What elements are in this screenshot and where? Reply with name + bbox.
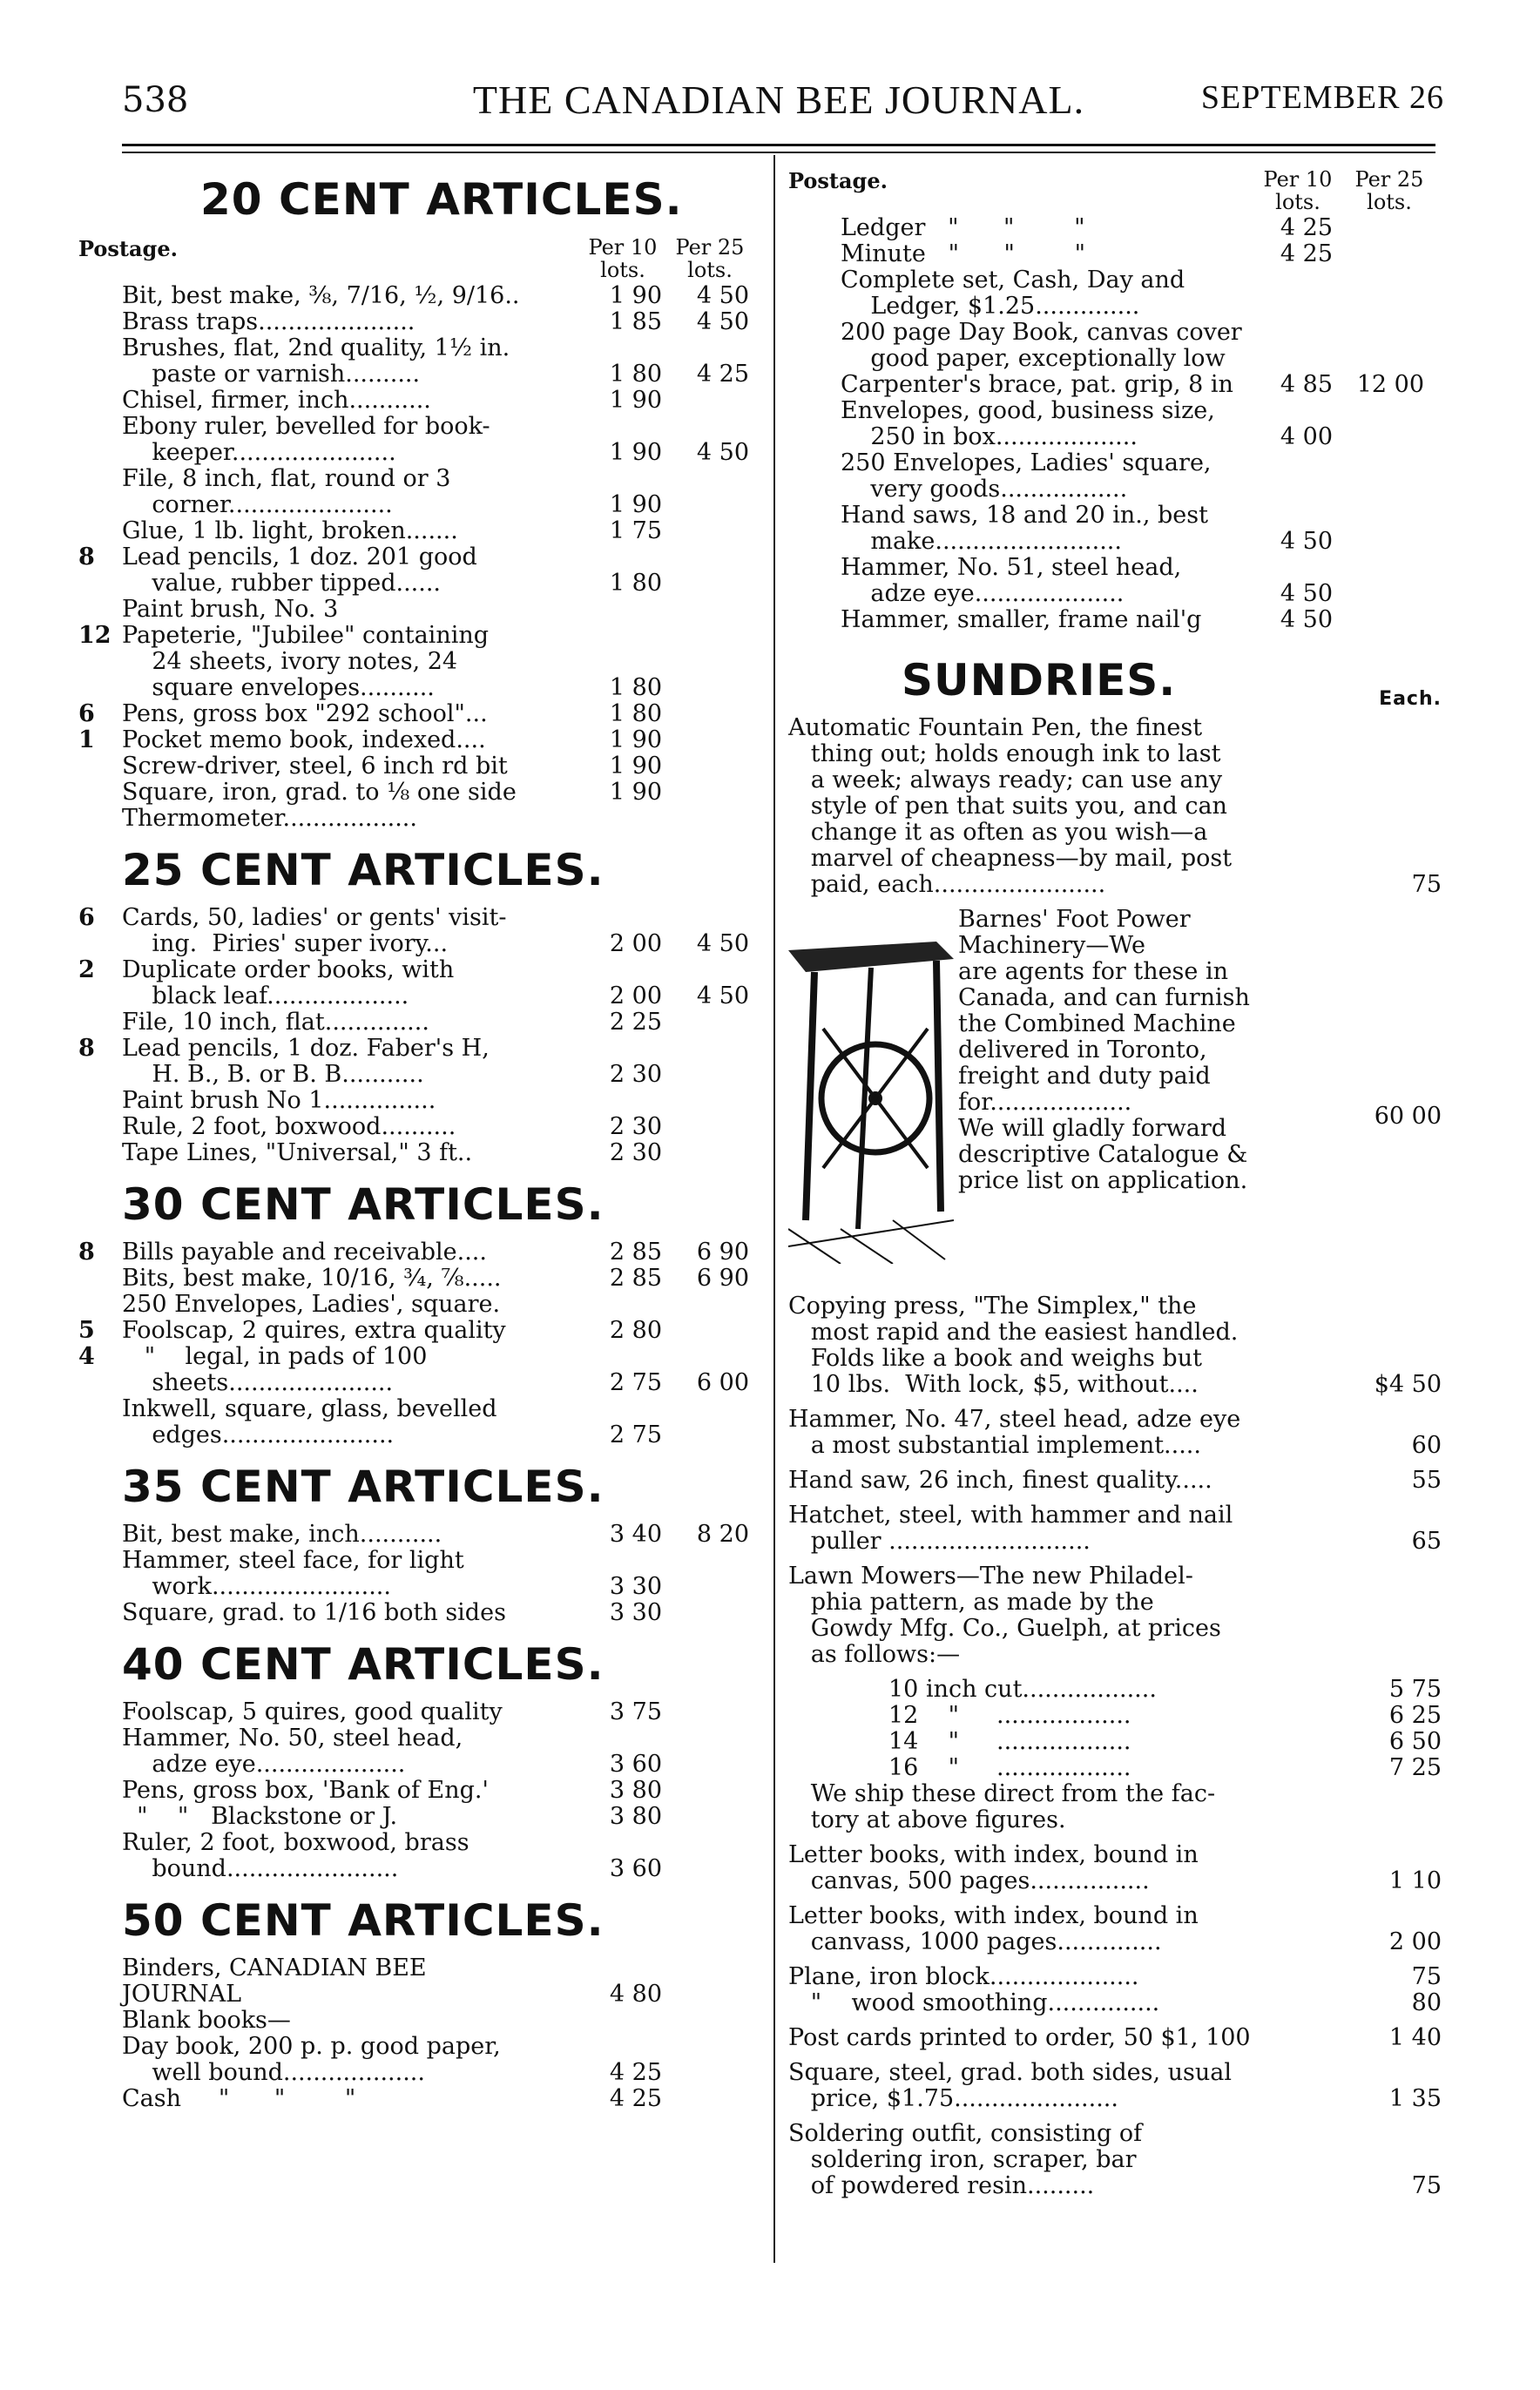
sundry-item — [788, 1677, 1450, 1703]
section-title: 25 CENT ARTICLES. — [122, 845, 605, 895]
list-item — [122, 780, 767, 806]
sundry-price: 2 00 — [1388, 1928, 1442, 1955]
sundry-description: Lawn Mowers—The new Philadel- phia pattern, as made by the Gowdy Mfg. Co., Guelph, at prices as follows:— — [788, 1563, 1221, 1668]
price-per-10: 1 90 — [609, 282, 662, 309]
sundry-description: Copying press, "The Simplex," the most rapid and the easiest handled. Folds like a book and weighs but 10 lbs. With lock, $5, without.... — [788, 1293, 1239, 1398]
price-per-10: 1 80 — [609, 361, 662, 388]
item-description: Inkwell, square, glass, bevelled edges....................... — [122, 1395, 497, 1448]
price-per-10: 2 25 — [609, 1009, 662, 1036]
list-item — [122, 518, 767, 544]
price-per-25: 6 00 — [696, 1369, 749, 1396]
list-item — [122, 1778, 767, 1804]
sundry-price: 1 10 — [1388, 1867, 1442, 1894]
price-per-10: 1 75 — [609, 517, 662, 544]
item-description: Screw-driver, steel, 6 inch rd bit — [122, 753, 508, 780]
list-item — [788, 398, 1450, 450]
price-per-10: 4 25 — [609, 2085, 662, 2112]
sundry-price: 75 — [1411, 871, 1442, 898]
sundry-description: Letter books, with index, bound in canvass, 1000 pages.............. — [788, 1902, 1199, 1955]
list-item — [788, 372, 1450, 398]
sundry-price: 55 — [1411, 1467, 1442, 1494]
list-item — [122, 388, 767, 414]
list-item — [788, 241, 1450, 267]
postage-value: 12 — [78, 622, 111, 649]
sundry-item — [788, 1903, 1450, 1955]
list-item — [122, 1522, 767, 1548]
price-per-10: 3 30 — [609, 1573, 662, 1600]
list-item — [78, 1317, 767, 1344]
list-item — [788, 267, 1450, 320]
list-item — [78, 956, 767, 1009]
page-header — [113, 68, 1444, 138]
postage-value: 6 — [78, 904, 95, 931]
item-description: 200 page Day Book, canvas cover good paper, exceptionally low — [841, 319, 1242, 372]
price-per-10: 1 90 — [609, 726, 662, 753]
per-25-heading: Per 25 lots. — [675, 235, 745, 282]
list-item — [788, 450, 1450, 503]
sundry-price: 1 40 — [1388, 2024, 1442, 2051]
column-divider — [773, 155, 775, 2263]
list-item — [122, 414, 767, 466]
price-per-25: 4 25 — [696, 361, 749, 388]
price-per-10: 2 75 — [609, 1421, 662, 1448]
list-item — [78, 1239, 767, 1266]
item-description: Tape Lines, "Universal," 3 ft.. — [122, 1139, 473, 1166]
machine-description: Barnes' Foot Power Machinery—We are agents for these in Canada, and can furnish the Combined Machine delivered in Toronto, freight and duty paid for................... We will gladly forward descriptive Catalogue & price list on application. — [958, 906, 1250, 1194]
item-description: Bit, best make, inch........... — [122, 1521, 442, 1548]
list-item — [122, 753, 767, 780]
list-item — [122, 335, 767, 388]
postage-value: 5 — [78, 1317, 95, 1344]
item-description: Cash " " " — [122, 2085, 356, 2112]
item-description: Glue, 1 lb. light, broken....... — [122, 517, 458, 544]
item-description: Ledger " " " — [841, 214, 1085, 241]
price-per-10: 2 30 — [609, 1113, 662, 1140]
item-description: Lead pencils, 1 doz. 201 good value, rubber tipped...... — [122, 543, 477, 597]
item-description: Paint brush, No. 3 — [122, 596, 339, 623]
item-description: Papeterie, "Jubilee" containing 24 sheets, ivory notes, 24 square envelopes.......... — [122, 622, 490, 701]
item-description: 250 Envelopes, Ladies' square, very goods................. — [841, 449, 1212, 503]
item-description: " " Blackstone or J. — [122, 1803, 398, 1830]
price-per-10: 4 85 — [1280, 371, 1333, 398]
list-item — [78, 543, 767, 597]
price-per-25: 6 90 — [696, 1239, 749, 1266]
list-item — [78, 726, 767, 753]
postage-heading: Postage. — [788, 168, 888, 193]
list-item — [122, 2008, 767, 2034]
list-item — [122, 1804, 767, 1830]
sundry-description: Automatic Fountain Pen, the finest thing out; holds enough ink to last a week; always ready; can use any style of pen that suits you, and can change it as often as you wish—a marvel of cheapness—by mail, post paid, each....................... — [788, 714, 1233, 898]
sundry-price: 7 25 — [1388, 1754, 1442, 1781]
price-per-10: 2 85 — [609, 1265, 662, 1292]
postage-value: 8 — [78, 1035, 95, 1062]
item-description: Ebony ruler, bevelled for book- keeper...................... — [122, 413, 490, 466]
item-description: Blank books— — [122, 2007, 291, 2034]
sundry-item — [788, 1468, 1450, 1494]
price-per-10: 1 80 — [609, 700, 662, 727]
price-per-10: 1 80 — [609, 570, 662, 597]
list-item — [78, 700, 767, 727]
sundry-description: Plane, iron block.................... " wood smoothing............... — [788, 1963, 1160, 2016]
sundry-description: Hand saw, 26 inch, finest quality..... — [788, 1467, 1212, 1494]
postage-value: 6 — [78, 700, 95, 727]
list-item — [122, 309, 767, 335]
sundry-price: 60 — [1411, 1432, 1442, 1459]
sundry-price: 6 50 — [1388, 1728, 1442, 1755]
column-headings — [78, 229, 767, 283]
foot-power-machine-illustration — [788, 933, 954, 1264]
price-per-10: 2 75 — [609, 1369, 662, 1396]
list-item — [78, 1343, 767, 1396]
sundry-description: Post cards printed to order, 50 $1, 100 — [788, 2024, 1251, 2051]
price-per-25: 4 50 — [696, 982, 749, 1009]
price-per-10: 3 30 — [609, 1599, 662, 1626]
item-description: Bit, best make, ⅜, 7/16, ½, 9/16.. — [122, 282, 520, 309]
item-description: Ruler, 2 foot, boxwood, brass bound....................... — [122, 1829, 469, 1882]
price-per-10: 1 90 — [609, 491, 662, 518]
item-description: Paint brush No 1............... — [122, 1087, 436, 1114]
sundry-item — [788, 1563, 1450, 1668]
list-item — [78, 1035, 767, 1088]
price-per-10: 4 25 — [1280, 214, 1333, 241]
list-item — [122, 1292, 767, 1318]
issue-date: SEPTEMBER 26 — [1200, 79, 1444, 116]
foot-power-machine-ad — [788, 907, 1450, 1281]
list-item — [122, 806, 767, 832]
price-per-10: 4 80 — [609, 1981, 662, 2008]
item-description: 250 Envelopes, Ladies', square. — [122, 1291, 501, 1318]
list-item — [122, 1600, 767, 1626]
sundry-item — [788, 1781, 1450, 1833]
sundry-description: 12 " .................. — [888, 1702, 1131, 1729]
list-item — [122, 1830, 767, 1882]
list-item — [122, 1140, 767, 1166]
sundry-description: Soldering outfit, consisting of soldering iron, scraper, bar of powdered resin......... — [788, 2120, 1143, 2199]
price-per-10: 4 00 — [1280, 423, 1333, 450]
list-item — [122, 1396, 767, 1448]
list-item — [78, 622, 767, 701]
item-description: Hammer, smaller, frame nail'g — [841, 606, 1202, 633]
header-rule — [122, 144, 1435, 146]
list-item — [122, 1699, 767, 1725]
list-item — [788, 555, 1450, 607]
price-per-10: 1 90 — [609, 779, 662, 806]
each-label: Each. — [1379, 688, 1442, 710]
item-description: Complete set, Cash, Day and Ledger, $1.25.............. — [841, 267, 1185, 320]
section-title: 20 CENT ARTICLES. — [200, 174, 683, 225]
item-description: Carpenter's brace, pat. grip, 8 in — [841, 371, 1233, 398]
price-per-10: 3 60 — [609, 1751, 662, 1778]
sundry-price: 5 75 — [1388, 1676, 1442, 1703]
item-description: Bits, best make, 10/16, ¾, ⅞..... — [122, 1265, 502, 1292]
sundry-price: 75 — [1411, 2172, 1442, 2199]
item-description: Foolscap, 5 quires, good quality — [122, 1698, 503, 1725]
sundry-item — [788, 1964, 1450, 2016]
sundry-price: 75 80 — [1411, 1963, 1442, 2016]
item-description: Duplicate order books, with black leaf................... — [122, 956, 455, 1009]
journal-title: THE CANADIAN BEE JOURNAL. — [472, 78, 1085, 122]
sundries-title: SUNDRIES. Each. — [788, 654, 1450, 706]
price-per-10: 4 25 — [1280, 240, 1333, 267]
header-rule-thin — [122, 152, 1435, 153]
postage-value: 4 — [78, 1343, 95, 1370]
sundry-item — [788, 1407, 1450, 1459]
list-item — [788, 607, 1450, 633]
price-per-25: 6 90 — [696, 1265, 749, 1292]
item-description: Thermometer.................. — [122, 805, 417, 832]
item-description: File, 8 inch, flat, round or 3 corner...................... — [122, 465, 451, 518]
sundry-item — [788, 2121, 1450, 2199]
postage-value: 1 — [78, 726, 95, 753]
price-per-10: 2 80 — [609, 1317, 662, 1344]
sundry-item — [788, 2060, 1450, 2112]
item-description: Hammer, steel face, for light work........................ — [122, 1547, 464, 1600]
list-item — [788, 320, 1450, 372]
item-description: Envelopes, good, business size, 250 in box................... — [841, 397, 1215, 450]
section-title: 35 CENT ARTICLES. — [122, 1462, 605, 1512]
sundry-price: 1 35 — [1388, 2085, 1442, 2112]
price-per-10: 3 75 — [609, 1698, 662, 1725]
price-per-10: 3 80 — [609, 1777, 662, 1804]
list-item — [122, 283, 767, 309]
list-item — [122, 2086, 767, 2112]
item-description: Square, grad. to 1/16 both sides — [122, 1599, 506, 1626]
item-description: Hammer, No. 50, steel head, adze eye.................... — [122, 1725, 463, 1778]
postage-value: 8 — [78, 543, 95, 570]
item-description: Foolscap, 2 quires, extra quality — [122, 1317, 506, 1344]
price-per-10: 1 90 — [609, 753, 662, 780]
sundry-item — [788, 1842, 1450, 1894]
sundry-description: 10 inch cut.................. — [888, 1676, 1157, 1703]
left-column — [78, 161, 767, 2112]
price-per-10: 3 40 — [609, 1521, 662, 1548]
per-25-heading: Per 25 lots. — [1354, 167, 1424, 214]
price-per-25: 4 50 — [696, 439, 749, 466]
item-description: Square, iron, grad. to ⅛ one side — [122, 779, 517, 806]
sundry-item — [788, 715, 1450, 898]
sundry-description: 14 " .................. — [888, 1728, 1131, 1755]
sundry-item — [788, 1729, 1450, 1755]
right-column — [788, 161, 1450, 2208]
item-description: Pocket memo book, indexed.... — [122, 726, 486, 753]
item-description: Hammer, No. 51, steel head, adze eye.................... — [841, 554, 1182, 607]
sundry-price: 6 25 — [1388, 1702, 1442, 1729]
item-description: Chisel, firmer, inch........... — [122, 387, 431, 414]
item-description: Binders, CANADIAN BEE JOURNAL — [122, 1955, 435, 2008]
list-item — [122, 1548, 767, 1600]
item-description: Bills payable and receivable.... — [122, 1239, 487, 1266]
price-per-10: 4 25 — [609, 2059, 662, 2086]
price-per-10: 1 85 — [609, 308, 662, 335]
page-number: 538 — [122, 80, 189, 120]
price-per-10: 2 30 — [609, 1139, 662, 1166]
price-per-10: 2 85 — [609, 1239, 662, 1266]
price-per-10: 3 60 — [609, 1855, 662, 1882]
item-description: Brushes, flat, 2nd quality, 1½ in. paste or varnish.......... — [122, 334, 510, 388]
price-per-25: 4 50 — [696, 930, 749, 957]
list-item — [122, 2034, 767, 2086]
sundry-description: Hatchet, steel, with hammer and nail puller ........................... — [788, 1502, 1233, 1555]
column-headings — [788, 161, 1450, 215]
price-per-25: 12 00 — [1356, 371, 1424, 398]
item-description: File, 10 inch, flat.............. — [122, 1009, 429, 1036]
postage-value: 8 — [78, 1239, 95, 1266]
section-title: 50 CENT ARTICLES. — [122, 1895, 605, 1946]
list-item — [788, 503, 1450, 555]
list-item — [122, 1955, 767, 2008]
list-item — [122, 1725, 767, 1778]
list-item — [122, 1088, 767, 1114]
per-10-heading: Per 10 lots. — [1263, 167, 1333, 214]
sundry-item — [788, 2025, 1450, 2051]
sundry-description: Hammer, No. 47, steel head, adze eye a most substantial implement..... — [788, 1406, 1241, 1459]
sundry-price: $4 50 — [1374, 1371, 1442, 1398]
item-description: Brass traps..................... — [122, 308, 415, 335]
per-10-heading: Per 10 lots. — [588, 235, 658, 282]
section-title: 30 CENT ARTICLES. — [122, 1179, 605, 1230]
sundry-description: Letter books, with index, bound in canvas, 500 pages................ — [788, 1841, 1199, 1894]
sundry-item — [788, 1502, 1450, 1555]
list-item — [78, 904, 767, 957]
postage-value: 2 — [78, 956, 95, 983]
machine-price: 60 00 — [1374, 1103, 1442, 1130]
sundry-description: 16 " .................. — [888, 1754, 1131, 1781]
price-per-25: 4 50 — [696, 282, 749, 309]
item-description: Rule, 2 foot, boxwood.......... — [122, 1113, 456, 1140]
sundry-item — [788, 1293, 1450, 1398]
price-per-10: 3 80 — [609, 1803, 662, 1830]
list-item — [788, 215, 1450, 241]
item-description: " legal, in pads of 100 sheets...................... — [144, 1343, 428, 1396]
item-description: Pens, gross box, 'Bank of Eng.' — [122, 1777, 489, 1804]
price-per-10: 2 00 — [609, 930, 662, 957]
sundry-description: Square, steel, grad. both sides, usual price, $1.75...................... — [788, 2059, 1233, 2112]
sundry-item — [788, 1703, 1450, 1729]
item-description: Pens, gross box "292 school"... — [122, 700, 488, 727]
sundry-item — [788, 1755, 1450, 1781]
list-item — [122, 1009, 767, 1036]
price-per-10: 4 50 — [1280, 606, 1333, 633]
price-per-25: 4 50 — [696, 308, 749, 335]
postage-heading: Postage. — [78, 236, 178, 261]
item-description: Minute " " " — [841, 240, 1086, 267]
price-per-10: 1 80 — [609, 674, 662, 701]
price-per-10: 1 90 — [609, 439, 662, 466]
sundry-description: We ship these direct from the fac- tory at above figures. — [810, 1780, 1216, 1833]
item-description: Cards, 50, ladies' or gents' visit- ing. Piries' super ivory... — [122, 904, 507, 957]
price-per-10: 2 30 — [609, 1061, 662, 1088]
list-item — [122, 1266, 767, 1292]
list-item — [122, 1114, 767, 1140]
list-item — [122, 466, 767, 518]
item-description: Lead pencils, 1 doz. Faber's H, H. B., B. or B. B........... — [122, 1035, 490, 1088]
price-per-10: 4 50 — [1280, 580, 1333, 607]
price-per-10: 2 00 — [609, 982, 662, 1009]
item-description: Day book, 200 p. p. good paper, well bound................... — [122, 2033, 501, 2086]
price-per-10: 1 90 — [609, 387, 662, 414]
sundry-price: 65 — [1411, 1528, 1442, 1555]
price-per-25: 8 20 — [696, 1521, 749, 1548]
section-title: 40 CENT ARTICLES. — [122, 1639, 605, 1690]
item-description: Hand saws, 18 and 20 in., best make......................... — [841, 502, 1208, 555]
list-item — [122, 597, 767, 623]
price-per-10: 4 50 — [1280, 528, 1333, 555]
